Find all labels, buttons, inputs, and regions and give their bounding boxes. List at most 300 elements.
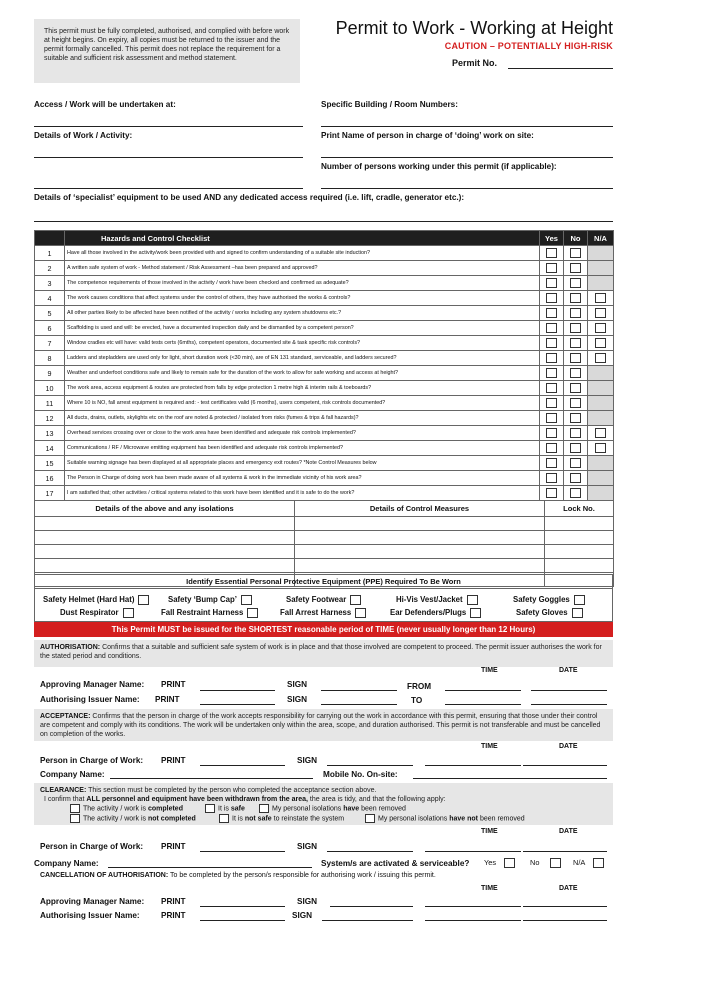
hazard-number: 3 xyxy=(35,276,65,291)
cnc-approving-label: Approving Manager Name: xyxy=(40,897,145,906)
col-na-header: N/A xyxy=(588,231,614,246)
cancellation-text: CANCELLATION OF AUTHORISATION: To be completed by the person/s responsible for authorising work / issuing this permit. xyxy=(40,872,436,879)
ppe-label: Fall Arrest Harness xyxy=(280,608,352,618)
hazard-na-cell xyxy=(588,426,614,441)
print-label: PRINT xyxy=(161,911,186,920)
hazard-no-cell xyxy=(564,276,588,291)
col-yes-header: Yes xyxy=(540,231,564,246)
hazard-text: The work causes conditions that affect systems under the control of others, they have authorised the works & controls? xyxy=(65,291,540,306)
building-label: Specific Building / Room Numbers: xyxy=(321,100,458,109)
details-field[interactable] xyxy=(34,157,303,158)
hazard-no-cell xyxy=(564,306,588,321)
permit-number-field[interactable] xyxy=(508,68,613,69)
no-checkbox[interactable] xyxy=(570,308,581,318)
hazard-yes-cell xyxy=(540,366,564,381)
print-label: PRINT xyxy=(161,842,186,851)
yes-checkbox[interactable] xyxy=(546,458,557,468)
ppe-checkbox[interactable] xyxy=(467,595,478,605)
ppe-checkbox[interactable] xyxy=(470,608,481,618)
ppe-label: Dust Respirator xyxy=(60,608,119,618)
hazard-yes-cell xyxy=(540,291,564,306)
yes-checkbox[interactable] xyxy=(546,308,557,318)
hazard-yes-cell xyxy=(540,486,564,501)
hazard-yes-cell xyxy=(540,471,564,486)
num-persons-field[interactable] xyxy=(321,188,613,189)
company-label: Company Name: xyxy=(40,770,105,779)
systems-yes-checkbox[interactable] xyxy=(504,858,515,868)
na-checkbox[interactable] xyxy=(595,443,606,453)
na-checkbox[interactable] xyxy=(595,293,606,303)
cnc-approving-sign-field[interactable] xyxy=(330,906,413,907)
details-cell[interactable] xyxy=(295,545,545,559)
hazard-number: 14 xyxy=(35,441,65,456)
person-in-charge-label: Print Name of person in charge of ‘doing’ work on site: xyxy=(321,131,534,140)
acceptance-title: ACCEPTANCE: xyxy=(40,713,91,720)
hazard-row xyxy=(35,246,614,261)
ppe-checkbox[interactable] xyxy=(247,608,258,618)
clearance-checkbox[interactable] xyxy=(70,804,80,813)
specialist-label: Details of ‘specialist’ equipment to be used AND any dedicated access required (i.e. lift, cradle, generator etc.): xyxy=(34,193,465,202)
authorisation-title: AUTHORISATION: xyxy=(40,644,101,651)
caution-label: CAUTION – POTENTIALLY HIGH-RISK xyxy=(444,41,613,51)
hazard-no-cell xyxy=(564,441,588,456)
hazard-row xyxy=(35,306,614,321)
details-label: Details of Work / Activity: xyxy=(34,131,133,140)
no-checkbox[interactable] xyxy=(570,398,581,408)
ppe-item xyxy=(161,608,258,618)
mobile-field[interactable] xyxy=(413,778,607,779)
lock-no-header: Lock No. xyxy=(545,501,614,517)
cnc-authorising-time-field[interactable] xyxy=(425,920,521,921)
hazard-yes-cell xyxy=(540,321,564,336)
hazard-number: 12 xyxy=(35,411,65,426)
hazard-na-cell xyxy=(588,321,614,336)
access-label: Access / Work will be undertaken at: xyxy=(34,100,176,109)
hazard-na-cell xyxy=(588,291,614,306)
ppe-item xyxy=(396,595,478,605)
hazard-row xyxy=(35,366,614,381)
hazard-row xyxy=(35,396,614,411)
clr-pic-label: Person in Charge of Work: xyxy=(40,842,144,851)
approving-sign-field[interactable] xyxy=(321,690,397,691)
cnc-authorising-label: Authorising Issuer Name: xyxy=(40,911,140,920)
yes-checkbox[interactable] xyxy=(546,473,557,483)
ppe-label: Safety Helmet (Hard Hat) xyxy=(43,595,135,605)
details-cell[interactable] xyxy=(35,531,295,545)
yes-checkbox[interactable] xyxy=(546,443,557,453)
sign-label: SIGN xyxy=(297,842,318,851)
hazard-text: Communications / RF / Microwave emitting equipment has been identified and adequate risk controls implemented? xyxy=(65,441,540,456)
details-cell[interactable] xyxy=(545,531,614,545)
hazard-no-cell xyxy=(564,351,588,366)
details-cell[interactable] xyxy=(545,559,614,573)
pic-date-field[interactable] xyxy=(523,765,607,766)
clr-time-field[interactable] xyxy=(425,851,521,852)
sign-label: SIGN xyxy=(297,756,318,765)
clearance-option: It is not safe to reinstate the system xyxy=(219,814,344,823)
ppe-item xyxy=(513,595,585,605)
yes-checkbox[interactable] xyxy=(546,353,557,363)
no-checkbox[interactable] xyxy=(570,458,581,468)
hazard-no-cell xyxy=(564,411,588,426)
sign-label: SIGN xyxy=(297,897,318,906)
hazard-no-cell xyxy=(564,471,588,486)
pic-print-field[interactable] xyxy=(200,765,285,766)
from-date-field[interactable] xyxy=(531,690,607,691)
cnc-date-header: DATE xyxy=(559,885,578,892)
hazard-text: All ducts, drains, outlets, skylights etc on the roof are noted & protected / isolated from risks (fumes & trips & fall hazards)? xyxy=(65,411,540,426)
hazard-no-cell xyxy=(564,486,588,501)
details-cell[interactable] xyxy=(295,531,545,545)
ppe-label: Fall Restraint Harness xyxy=(161,608,244,618)
ppe-item xyxy=(390,608,481,618)
hazard-text: Ladders and stepladders are used only for light, short duration work (<30 min), are of EN 131 standard, serviceable, and ladders secured? xyxy=(65,351,540,366)
pic-label: Person in Charge of Work: xyxy=(40,756,144,765)
no-checkbox[interactable] xyxy=(570,443,581,453)
pic-sign-field[interactable] xyxy=(327,765,413,766)
yes-checkbox[interactable] xyxy=(546,293,557,303)
hazards-header: Hazards and Control Checklist xyxy=(65,231,540,246)
hazard-yes-cell xyxy=(540,276,564,291)
authorising-sign-field[interactable] xyxy=(321,704,397,705)
cnc-time-header: TIME xyxy=(481,885,498,892)
print-label: PRINT xyxy=(161,897,186,906)
hazard-no-cell xyxy=(564,381,588,396)
ppe-label: Hi-Vis Vest/Jacket xyxy=(396,595,463,605)
page-title: Permit to Work - Working at Height xyxy=(335,18,613,38)
print-label: PRINT xyxy=(161,680,186,689)
hazard-number: 8 xyxy=(35,351,65,366)
details-cell[interactable] xyxy=(545,517,614,531)
hazard-na-cell xyxy=(588,351,614,366)
clearance-option: My personal isolations have been removed xyxy=(259,804,406,813)
hazard-row xyxy=(35,351,614,366)
clearance-option: It is safe xyxy=(205,804,245,813)
no-checkbox[interactable] xyxy=(570,428,581,438)
clearance-checkbox[interactable] xyxy=(259,804,269,813)
hazard-text: The work area, access equipment & routes are protected from falls by edge protection 1 metre high & interim rails & toeboards? xyxy=(65,381,540,396)
details-cell[interactable] xyxy=(545,545,614,559)
hazards-table xyxy=(34,230,614,501)
ppe-label: Safety ‘Bump Cap’ xyxy=(168,595,237,605)
print-label: PRINT xyxy=(155,695,180,704)
hazard-yes-cell xyxy=(540,261,564,276)
details-field-2[interactable] xyxy=(34,188,303,189)
no-checkbox[interactable] xyxy=(570,293,581,303)
hazard-no-cell xyxy=(564,336,588,351)
hazard-text: Suitable warning signage has been displayed at all appropriate places and emergency exit routes? *Note Control Measures below xyxy=(65,456,540,471)
hazard-text: Window cradles etc will have: valid tests certs (6mths), competent operators, documented site & task specific risk controls? xyxy=(65,336,540,351)
hazard-row xyxy=(35,426,614,441)
na-checkbox[interactable] xyxy=(595,353,606,363)
clearance-box: CLEARANCE: This section must be completed by the person who completed the acceptance section above. I confirm that ALL personnel and equipment have been withdrawn from the area, the area is tidy, and that the following apply: xyxy=(34,783,613,825)
clr-company-field[interactable] xyxy=(108,867,312,868)
hazard-row xyxy=(35,381,614,396)
hazard-na-cell xyxy=(588,411,614,426)
auth-date-header: DATE xyxy=(559,667,578,674)
cnc-authorising-sign-field[interactable] xyxy=(322,920,413,921)
ppe-item xyxy=(280,608,366,618)
acc-date-header: DATE xyxy=(559,743,578,750)
systems-na: N/A xyxy=(573,858,604,868)
hazard-row xyxy=(35,261,614,276)
hazard-number: 13 xyxy=(35,426,65,441)
clearance-option: The activity / work is not completed xyxy=(70,814,196,823)
yes-checkbox[interactable] xyxy=(546,413,557,423)
no-checkbox[interactable] xyxy=(570,263,581,273)
ppe-header: Identify Essential Personal Protective Equipment (PPE) Required To Be Worn xyxy=(34,574,613,589)
no-checkbox[interactable] xyxy=(570,248,581,258)
yes-checkbox[interactable] xyxy=(546,398,557,408)
hazard-no-cell xyxy=(564,321,588,336)
clearance-checkbox[interactable] xyxy=(219,814,229,823)
sign-label: SIGN xyxy=(287,680,308,689)
no-checkbox[interactable] xyxy=(570,353,581,363)
hazard-na-cell xyxy=(588,441,614,456)
no-checkbox[interactable] xyxy=(570,338,581,348)
ppe-item xyxy=(43,595,149,605)
ppe-label: Safety Goggles xyxy=(513,595,570,605)
acc-time-header: TIME xyxy=(481,743,498,750)
hazard-row xyxy=(35,321,614,336)
yes-checkbox[interactable] xyxy=(546,263,557,273)
hazard-na-cell xyxy=(588,471,614,486)
hazard-no-cell xyxy=(564,261,588,276)
no-checkbox[interactable] xyxy=(570,368,581,378)
hazard-text: A written safe system of work - Method statement / Risk Assessment –has been prepared and approved? xyxy=(65,261,540,276)
details-cell[interactable] xyxy=(35,517,295,531)
hazard-no-cell xyxy=(564,396,588,411)
hazard-number: 7 xyxy=(35,336,65,351)
yes-checkbox[interactable] xyxy=(546,383,557,393)
clr-print-field[interactable] xyxy=(200,851,285,852)
ppe-item xyxy=(60,608,134,618)
hazard-na-cell xyxy=(588,336,614,351)
no-checkbox[interactable] xyxy=(570,488,581,498)
na-checkbox[interactable] xyxy=(595,308,606,318)
specialist-field[interactable] xyxy=(34,221,613,222)
hazard-text: The Person in Charge of doing work has been made aware of all systems & work in the immediate vicinity of his work area? xyxy=(65,471,540,486)
hazard-yes-cell xyxy=(540,456,564,471)
yes-checkbox[interactable] xyxy=(546,338,557,348)
systems-yes: Yes xyxy=(484,858,515,868)
hazard-na-cell xyxy=(588,246,614,261)
ppe-checkbox[interactable] xyxy=(123,608,134,618)
na-checkbox[interactable] xyxy=(595,338,606,348)
hazard-number: 10 xyxy=(35,381,65,396)
auth-time-header: TIME xyxy=(481,667,498,674)
clearance-option: My personal isolations have not been removed xyxy=(365,814,525,823)
hazard-na-cell xyxy=(588,306,614,321)
control-measures-header: Details of Control Measures xyxy=(295,501,545,517)
hazard-number: 1 xyxy=(35,246,65,261)
hazard-no-cell xyxy=(564,456,588,471)
from-time-field[interactable] xyxy=(445,690,521,691)
ppe-item xyxy=(286,595,361,605)
cnc-approving-print-field[interactable] xyxy=(200,906,285,907)
hazard-number: 15 xyxy=(35,456,65,471)
details-cell[interactable] xyxy=(295,559,545,573)
no-checkbox[interactable] xyxy=(570,323,581,333)
to-label: TO xyxy=(411,696,423,705)
hazard-number: 4 xyxy=(35,291,65,306)
systems-na-checkbox[interactable] xyxy=(593,858,604,868)
ppe-label: Ear Defenders/Plugs xyxy=(390,608,467,618)
hazard-text: Scaffolding is used and will: be erected, have a documented inspection daily and be dismantled by a competent person? xyxy=(65,321,540,336)
no-checkbox[interactable] xyxy=(570,278,581,288)
hazard-number: 11 xyxy=(35,396,65,411)
clearance-checkbox[interactable] xyxy=(205,804,215,813)
hazard-no-cell xyxy=(564,366,588,381)
yes-checkbox[interactable] xyxy=(546,428,557,438)
hazard-yes-cell xyxy=(540,396,564,411)
authorisation-text: Confirms that a suitable and sufficient safe system of work is in place and that those involved are competent to proceed. The permit issuer authorises the work for the stated period and conditions. xyxy=(40,644,602,660)
clr-time-header: TIME xyxy=(481,828,498,835)
hazard-row xyxy=(35,276,614,291)
permit-number-label: Permit No. xyxy=(452,58,498,68)
systems-label: System/s are activated & serviceable? xyxy=(321,859,470,868)
mobile-label: Mobile No. On-site: xyxy=(323,770,398,779)
authorising-print-field[interactable] xyxy=(200,704,275,705)
yes-checkbox[interactable] xyxy=(546,278,557,288)
pic-time-field[interactable] xyxy=(425,765,521,766)
ppe-label: Safety Gloves xyxy=(516,608,568,618)
yes-checkbox[interactable] xyxy=(546,488,557,498)
acceptance-box xyxy=(34,709,613,741)
ppe-checkbox[interactable] xyxy=(572,608,583,618)
clr-sign-field[interactable] xyxy=(327,851,413,852)
hazard-row xyxy=(35,471,614,486)
authorising-issuer-label: Authorising Issuer Name: xyxy=(40,695,140,704)
hazard-text: The competence requirements of those involved in the activity / work have been checked and confirmed as adequate? xyxy=(65,276,540,291)
hazard-text: Have all those involved in the activity/work been provided with and signed to confirm understanding of a suitable site induction? xyxy=(65,246,540,261)
hazard-no-cell xyxy=(564,426,588,441)
hazard-yes-cell xyxy=(540,411,564,426)
hazard-row xyxy=(35,486,614,501)
clearance-title: CLEARANCE: xyxy=(40,787,87,794)
ppe-checkbox[interactable] xyxy=(574,595,585,605)
ppe-checkbox[interactable] xyxy=(350,595,361,605)
hazard-na-cell xyxy=(588,486,614,501)
hazard-yes-cell xyxy=(540,426,564,441)
ppe-checkbox[interactable] xyxy=(355,608,366,618)
no-checkbox[interactable] xyxy=(570,473,581,483)
hazard-text: I am satisfied that; other activities / critical systems related to this work have been identified and it is safe to do the work? xyxy=(65,486,540,501)
hazard-text: All other parties likely to be affected have been notified of the activity / works including any system shutdowns etc.? xyxy=(65,306,540,321)
hazard-number: 16 xyxy=(35,471,65,486)
hazard-row xyxy=(35,441,614,456)
hazard-yes-cell xyxy=(540,336,564,351)
cnc-authorising-date-field[interactable] xyxy=(523,920,607,921)
hazard-number: 9 xyxy=(35,366,65,381)
ppe-item xyxy=(516,608,583,618)
to-time-field[interactable] xyxy=(445,704,521,705)
details-isolations-header: Details of the above and any isolations xyxy=(35,501,295,517)
hazard-yes-cell xyxy=(540,246,564,261)
num-persons-label: Number of persons working under this permit (if applicable): xyxy=(321,162,557,171)
cnc-approving-date-field[interactable] xyxy=(523,906,607,907)
cnc-authorising-print-field[interactable] xyxy=(200,920,285,921)
sign-label: SIGN xyxy=(292,911,313,920)
to-date-field[interactable] xyxy=(531,704,607,705)
hazard-number: 2 xyxy=(35,261,65,276)
hazard-na-cell xyxy=(588,396,614,411)
clearance-checkbox[interactable] xyxy=(70,814,80,823)
details-cell[interactable] xyxy=(35,545,295,559)
hazard-na-cell xyxy=(588,276,614,291)
yes-checkbox[interactable] xyxy=(546,323,557,333)
hazard-yes-cell xyxy=(540,441,564,456)
ppe-label: Safety Footwear xyxy=(286,595,347,605)
cnc-approving-time-field[interactable] xyxy=(425,906,521,907)
hazard-row xyxy=(35,411,614,426)
building-field[interactable] xyxy=(321,126,613,127)
na-checkbox[interactable] xyxy=(595,428,606,438)
hazard-text: Weather and underfoot conditions safe and likely to remain safe for the duration of the work to allow for safe working and access at height? xyxy=(65,366,540,381)
clearance-option: The activity / work is completed xyxy=(70,804,183,813)
ppe-checkbox[interactable] xyxy=(241,595,252,605)
clr-company-label: Company Name: xyxy=(34,859,99,868)
hazard-yes-cell xyxy=(540,381,564,396)
details-cell[interactable] xyxy=(35,559,295,573)
yes-checkbox[interactable] xyxy=(546,248,557,258)
hazard-text: Where 10 is NO, fall arrest equipment is required and: - test certificates valid (6 months), users competent, risk controls documented? xyxy=(65,396,540,411)
approving-manager-label: Approving Manager Name: xyxy=(40,680,145,689)
from-label: FROM xyxy=(407,682,432,691)
person-in-charge-field[interactable] xyxy=(321,157,613,158)
hazard-number: 5 xyxy=(35,306,65,321)
systems-no-checkbox[interactable] xyxy=(550,858,561,868)
hazard-text: Overhead services crossing over or close to the work area have been identified and adequate risk controls implemented? xyxy=(65,426,540,441)
ppe-area xyxy=(34,589,613,622)
ppe-item xyxy=(168,595,252,605)
ppe-checkbox[interactable] xyxy=(138,595,149,605)
hazard-number: 6 xyxy=(35,321,65,336)
systems-no: No xyxy=(530,858,561,868)
no-checkbox[interactable] xyxy=(570,383,581,393)
hazard-na-cell xyxy=(588,261,614,276)
yes-checkbox[interactable] xyxy=(546,368,557,378)
hazard-row xyxy=(35,456,614,471)
authorisation-box xyxy=(34,640,613,667)
hazard-no-cell xyxy=(564,291,588,306)
clr-date-field[interactable] xyxy=(523,851,607,852)
details-cell[interactable] xyxy=(295,517,545,531)
col-no-header: No xyxy=(564,231,588,246)
hazard-number: 17 xyxy=(35,486,65,501)
na-checkbox[interactable] xyxy=(595,323,606,333)
access-field[interactable] xyxy=(34,126,303,127)
hazard-no-cell xyxy=(564,246,588,261)
clearance-text: This section must be completed by the person who completed the acceptance section above. xyxy=(88,787,377,794)
clearance-checkbox[interactable] xyxy=(365,814,375,823)
acceptance-text: Confirms that the person in charge of the work accepts responsibility for carrying out the work in accordance with this permit, ensuring that those under their control are competent and comply with its conditions. The work will be undertaken only within the area, scope, and duration authorised. This permit is not transferable and must be cancelled on completion of the works. xyxy=(40,713,601,738)
hazard-row xyxy=(35,336,614,351)
hazard-na-cell xyxy=(588,366,614,381)
hazard-na-cell xyxy=(588,456,614,471)
hazard-yes-cell xyxy=(540,306,564,321)
approving-print-field[interactable] xyxy=(200,690,275,691)
no-checkbox[interactable] xyxy=(570,413,581,423)
print-label: PRINT xyxy=(161,756,186,765)
sign-label: SIGN xyxy=(287,695,308,704)
company-field[interactable] xyxy=(110,778,313,779)
permit-instructions-note: This permit must be fully completed, authorised, and complied with before work at height begins. On expiry, all copies must be returned to the issuer and the permit formally cancelled. This permit does not replace the requirement for a suitable and sufficient risk assessment and method statement. xyxy=(34,19,300,83)
hazard-na-cell xyxy=(588,381,614,396)
clr-date-header: DATE xyxy=(559,828,578,835)
hazard-row xyxy=(35,291,614,306)
hazard-yes-cell xyxy=(540,351,564,366)
